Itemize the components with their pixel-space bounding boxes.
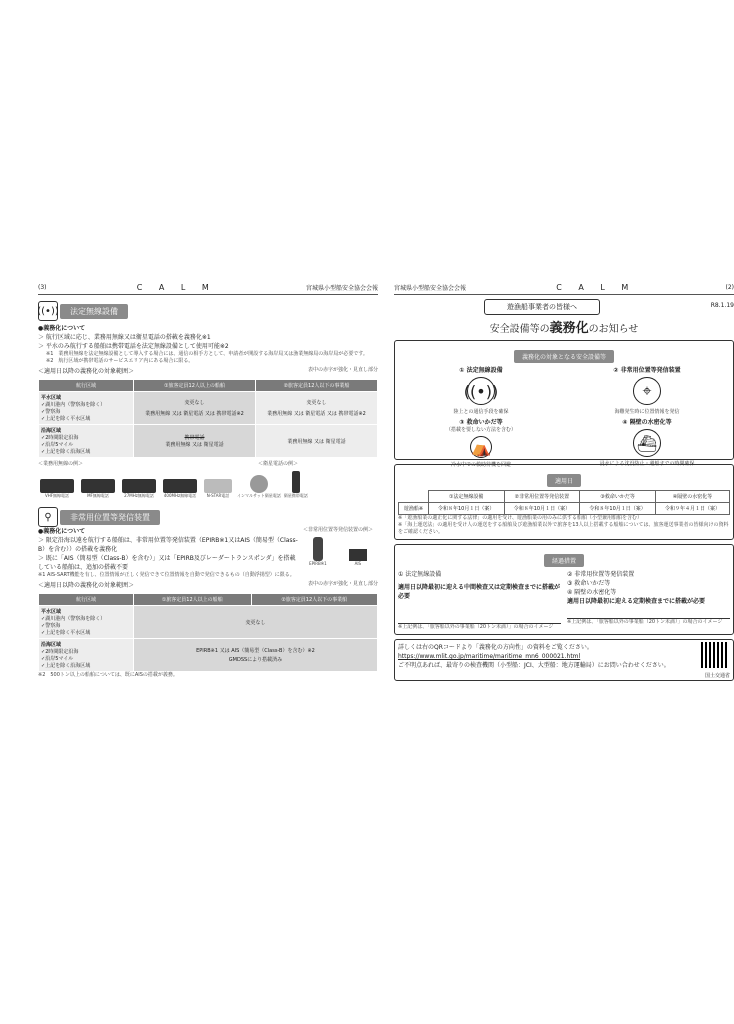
table-cell: 変更なし 業務用無線 又は 衛星電話 又は 携帯電話※2 xyxy=(256,392,378,425)
section-title: 非常用位置等発信装置 xyxy=(60,510,160,525)
table-row: 沿海区域 ✓2時間限定沿海 ✓沿岸5マイル ✓上記を除く沿海区域 EPIRB※1 又は AIS（簡易型（Class-B）を含む）※2 GMDSSにより搭載済み xyxy=(39,639,378,672)
radio-device-image xyxy=(122,479,156,493)
page-header xyxy=(38,282,378,295)
location-pin-icon: ⚲ xyxy=(38,507,58,527)
table-header: 航行区域 xyxy=(39,594,134,606)
section-epirb xyxy=(38,507,378,527)
scope-note: 表中の赤字が強化・見直し部分 xyxy=(307,367,378,373)
bullet: ＞ 既に「AIS（簡易型（Class-B）を含む）」又は「EPIRB及びレーダートランスポンダ」を搭載している船舶は、追加の搭載不要 xyxy=(38,555,296,571)
radio-device-image xyxy=(81,479,115,493)
table-cell: 令和８年10月１日（案） xyxy=(428,503,504,515)
area-cell: 平水区域 ✓湖川港内（警察海を除く） ✓警察海 ✓上記を除く平水区域 xyxy=(39,392,134,425)
satellite-device-image xyxy=(250,475,268,493)
equipment-item: ③ 救命いかだ等 （搭載を要しない方法を含む） ⛺ 冷水中での救助待機を回避 xyxy=(445,419,516,468)
left-page: (3) C A L M 宮城県小型船安全協会会報 ((•)) 法定無線設備 ●義務化について ＞ 航行区域に応じ、業務用無線又は衛星電話の搭載を義務化※1 ＞ 平水のみ航行する船舶は携帯電話を法定無線設備として使用可能※2 ※1 業務用無線を法定無線設備として導入する場合には、通信の相手方として、申請者が開設する海岸局又は漁業無線局の海岸局が必要です。 ※2 航行区域が携帯電話のサービスエリア内にある場合に限る。 ＜適用日以降の義務化の対象範囲＞ 表中の赤字が強化・見直し部分 航行区域 ①旅客定員12人以上の船舶 ②旅客定員12人以下の事業船 平水区域 ✓湖川港内（警察海を除く） ✓警察海 ✓上記を除く平水区域 変更なし 業務用無線 又は 衛星電話 又は 携帯電話※2 変更なし 業務用無線 又は 衛星電話 又は 携帯電話※2 沿海区域 ✓2時間限定沿海 ✓沿岸5マイル ✓上記を除く沿海区域 携帯電話 業務用無線 又は 衛星電話 業務用無線 又は 衛星電話 ＜業務用無線の例＞ ＜衛星電話の例＞ VHF無線電話 MF無線電話 27MHz無線電話 400MHz無線電話 N-STAR電話 インマルサット衛星電話 衛星携帯電話 ⚲ 非常用位置等発信装置 ●義務化について ＞ 限定沿海以遠を航行する船舶は、非常用位置等発信装置（EPIRB※1又はAIS（簡易型（Class-B）を含む））の搭載を義務化 ＞ 既に「AIS（簡易型（Class-B）を含む）」又は「EPIRB及びレーダートランスポンダ」を搭載している船舶は、追加の搭載不要 ※1 AIS-SART機能を有し、位置情報が正しく発信できて位置情報を自動で発信できるもの（自動浮揚型）に限る。 ＜非常用位置等発信装置の例＞ EPIRB※1 AIS ＜適用日以降の義務化の対象範囲＞ 表中の赤字が強化・見直し部分 航行区域 ①旅客定員12人以上の船舶 ②旅客定員12人以下の事業船 平水区域 ✓湖川港内（警察海を除く） ✓警察海 ✓上記を除く平水区域 変更なし 沿海区域 ✓2時間限定沿海 ✓沿岸5マイル ✓上記を除く沿海区域 EPIRB※1 又は AIS（簡易型（Class-B）を含む）※2 GMDSSにより搭載済み ※2 500トン以上の船舶については、既にAISの搭載が義務。 xyxy=(38,282,378,752)
equipment-item: ① 法定無線設備 ((•)) 陸上との通信手段を確保 xyxy=(453,367,509,415)
table-header: ③救命いかだ等 xyxy=(580,491,656,503)
bulkhead-icon: ⛴ xyxy=(633,429,661,457)
addressee: 遊漁船事業者の皆様へ xyxy=(484,299,600,315)
location-pin-icon: ⌖ xyxy=(633,377,661,405)
bullet: ＞ 限定沿海以遠を航行する船舶は、非常用位置等発信装置（EPIRB※1又はAIS（簡易型（Class-B）を含む））の搭載を義務化 xyxy=(38,537,298,553)
info-link[interactable]: https://www.mlit.go.jp/maritime/maritime_mn6_000021.html xyxy=(398,653,581,660)
note: ※1 AIS-SART機能を有し、位置情報が正しく発信できて位置情報を自動で発信できるもの（自動浮揚型）に限る。 xyxy=(38,572,295,578)
timeline xyxy=(567,606,730,619)
table-header: ②非常用位置等発信装置 xyxy=(504,491,580,503)
equipment-item: ④ 隔壁の水密化等 ⛴ 浸水による沈没防止・避船までの時間確保 xyxy=(599,419,695,467)
table-header: ①旅客定員12人以上の船舶 xyxy=(134,594,252,606)
table-header: ④隔壁の水密化等 xyxy=(655,491,729,503)
section-title: 法定無線設備 xyxy=(60,304,128,319)
note: ※1 業務用無線を法定無線設備として導入する場合には、通信の相手方として、申請者が開設する海岸局又は漁業無線局の海岸局が必要です。 xyxy=(46,351,368,357)
qr-code[interactable] xyxy=(701,642,727,668)
section-radio xyxy=(38,301,378,321)
table-cell: 携帯電話 業務用無線 又は 衛星電話 xyxy=(134,425,256,458)
scope-table xyxy=(38,593,378,672)
panel-title: 経過措置 xyxy=(544,554,584,567)
area-cell: 沿海区域 ✓2時間限定沿海 ✓沿岸5マイル ✓上記を除く沿海区域 xyxy=(39,425,134,458)
table-cell: 令和８年10月１日（案） xyxy=(580,503,656,515)
apply-date-panel xyxy=(394,464,734,540)
table-cell: 令和９年４月１日（案） xyxy=(655,503,729,515)
transition-panel: 経過措置 ① 法定無線設備 適用日以降最初に迎える中間検査又は定期検査までに搭載が必要 ※上記例は、「旅客船以外の事業船（20トン未満）」の場合のイメージ ② 非常用位置等発信装置 ③ 救命いかだ等 ④ 隔壁の水密化等 適用日以降最初に迎える定期検査までに搭載が必要 ※上記例は、「旅客船以外の事業船（20トン未満）」の場合のイメージ xyxy=(394,544,734,635)
device-label: ＜業務用無線の例＞ xyxy=(38,461,84,467)
scope-note: 表中の赤字が強化・見直し部分 xyxy=(307,581,378,587)
radio-device-image xyxy=(40,479,74,493)
table-row xyxy=(39,425,378,458)
ais-image xyxy=(349,549,367,561)
note: ※「遊漁船業の適正化に関する法律」の適用を受け、遊漁船業の用のみに供する船舶（小型兼用船舶を含む） xyxy=(398,515,642,521)
device-label: ＜非常用位置等発信装置の例＞ xyxy=(302,527,373,533)
timeline xyxy=(398,605,561,624)
page-number: (2) xyxy=(725,283,734,291)
note: ※2 航行区域が携帯電話のサービスエリア内にある場合に限る。 xyxy=(46,358,194,364)
calm-title: C A L M xyxy=(556,282,636,292)
bullet: ＞ 平水のみ航行する船舶は携帯電話を法定無線設備として使用可能※2 xyxy=(38,343,229,350)
scope-label: ＜適用日以降の義務化の対象範囲＞ xyxy=(38,582,135,589)
table-header: ①法定無線設備 xyxy=(428,491,504,503)
table-row: 平水区域 ✓湖川港内（警察海を除く） ✓警察海 ✓上記を除く平水区域 変更なし xyxy=(39,606,378,639)
calm-title: C A L M xyxy=(136,282,216,292)
date: R8.1.19 xyxy=(710,302,734,309)
page-number: (3) xyxy=(38,283,47,291)
radio-antenna-icon: ((•)) xyxy=(38,301,58,321)
notice-title: 安全設備等の義務化のお知らせ xyxy=(489,321,639,336)
right-page xyxy=(394,282,734,752)
epirb-image xyxy=(313,537,323,561)
info-text: 詳しくは右のQRコードより「義務化の方向性」の資料をご覧ください。 xyxy=(398,644,593,651)
page-header xyxy=(394,282,734,295)
table-cell: 業務用無線 又は 衛星電話 xyxy=(256,425,378,458)
bullet: ＞ 航行区域に応じ、業務用無線又は衛星電話の搭載を義務化※1 xyxy=(38,334,211,341)
table-header: ②旅客定員12人以下の事業船 xyxy=(256,380,378,392)
org-name: 宮城県小型船安全協会会報 xyxy=(305,284,378,292)
table-header: ②旅客定員12人以下の事業船 xyxy=(251,594,377,606)
table-header: ①旅客定員12人以上の船舶 xyxy=(134,380,256,392)
footer-info xyxy=(394,639,734,681)
note: ※「海上運送法」の適用を受け人の運送をする船舶及び遊漁船業以外で旅客を13人以上搭載する船舶については、旅客運送事業者の皆様向けの資料をご確認ください。 xyxy=(398,522,729,535)
table-cell: 変更なし 業務用無線 又は 衛星電話 又は 携帯電話※2 xyxy=(134,392,256,425)
equipment-item: ② 非常用位置等発信装置 ⌖ 海難発生時に位置情報を発信 xyxy=(613,367,681,415)
note: ※2 500トン以上の船舶については、既にAISの搭載が義務。 xyxy=(38,672,178,678)
device-label: ＜衛星電話の例＞ xyxy=(257,461,298,467)
scope-table xyxy=(38,379,378,458)
panel-title: 義務化の対象となる安全設備等 xyxy=(514,350,614,363)
panel-title: 適用日 xyxy=(547,474,581,487)
device-images: VHF無線電話 MF無線電話 27MHz無線電話 400MHz無線電話 N-STAR電話 インマルサット衛星電話 衛星携帯電話 xyxy=(38,471,378,499)
row-label: 遊漁船※ xyxy=(399,503,429,515)
liferaft-icon: ⛺ xyxy=(471,437,491,457)
info-text: ご不明点あれば、最寄りの検査機関（小型船：JCI、大型船：地方運輸局）にお問い合わせください。 xyxy=(398,662,670,669)
table-header: 航行区域 xyxy=(39,380,134,392)
heading: ●義務化について xyxy=(38,528,86,535)
apply-date-table xyxy=(398,490,730,515)
heading: ●義務化について xyxy=(38,325,86,332)
scope-label: ＜適用日以降の義務化の対象範囲＞ xyxy=(38,368,135,375)
org-name: 宮城県小型船安全協会会報 xyxy=(394,284,467,292)
mlit-logo: 国土交通省 xyxy=(704,673,730,679)
satellite-device-image xyxy=(204,479,232,493)
satellite-phone-image xyxy=(292,471,300,493)
table-row xyxy=(39,392,378,425)
radio-device-image xyxy=(163,479,197,493)
equipment-panel xyxy=(394,340,734,468)
table-cell: 令和８年10月１日（案） xyxy=(504,503,580,515)
radio-icon: ((•)) xyxy=(467,377,495,405)
